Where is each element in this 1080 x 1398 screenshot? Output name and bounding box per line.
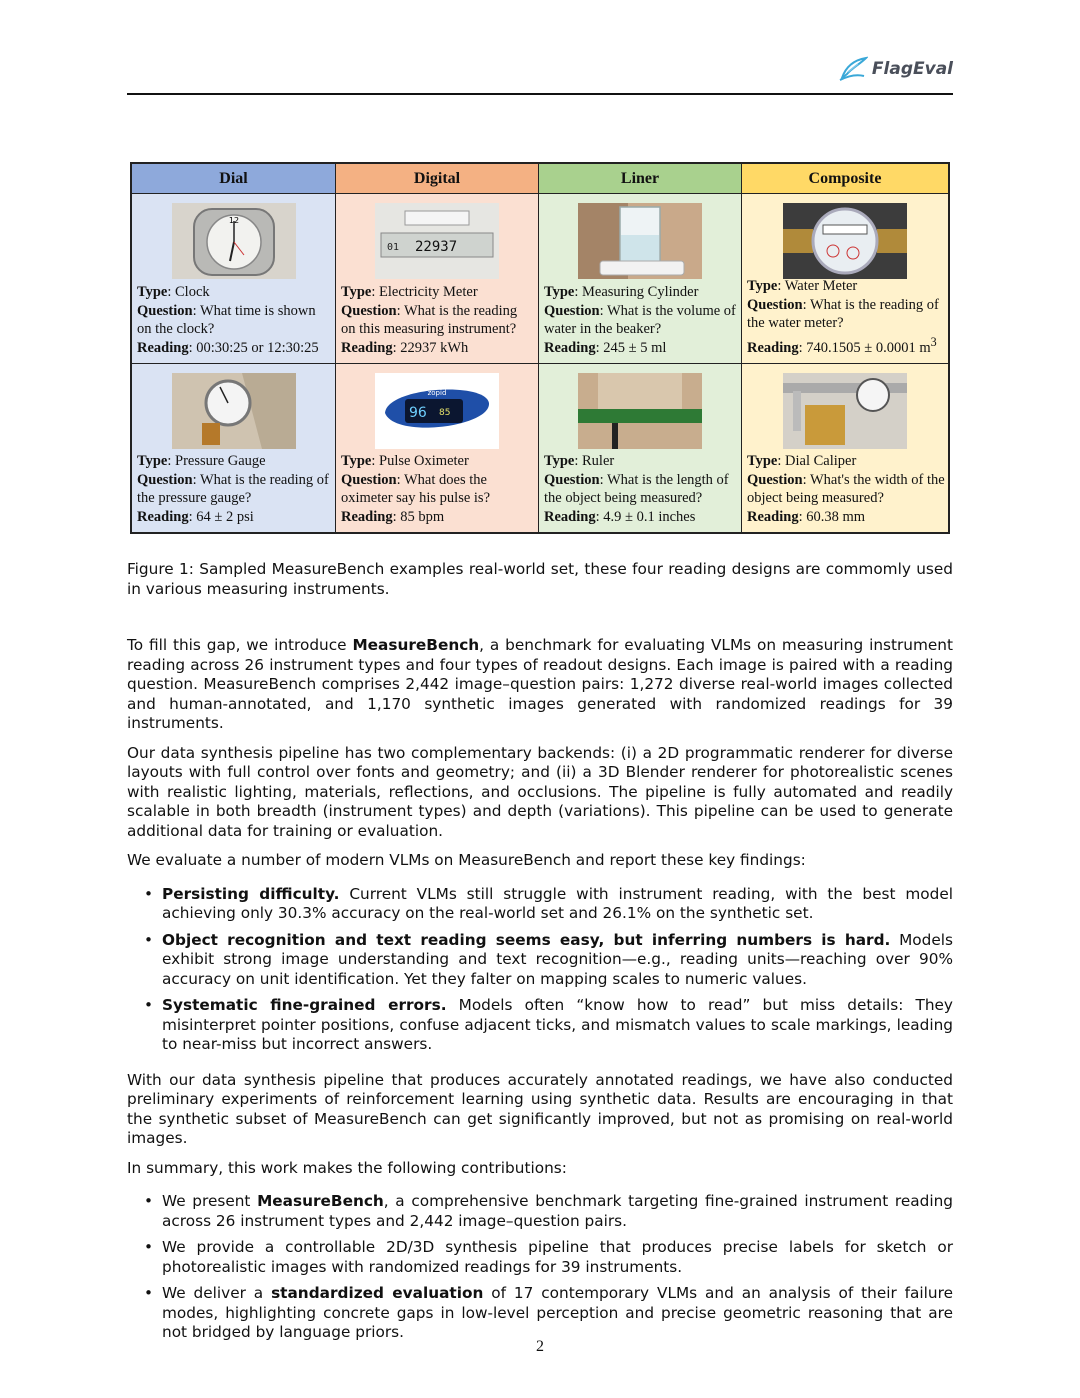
instrument-type: Measuring Cylinder (582, 284, 699, 300)
figure-table (130, 162, 950, 534)
cell-text: Type: Water Meter Question: What is the reading of the water meter? Reading: 740.1505 ± 0.0001 $m^3$ (747, 278, 939, 356)
figure-cell (336, 364, 539, 532)
question-text: What time is shown on the clock? (137, 302, 316, 337)
paragraph-summary: In summary, this work makes the following contributions: (127, 1158, 567, 1177)
body-text (127, 636, 953, 1359)
column-header-liner: Liner (539, 164, 742, 194)
logo-text: FlagEval (871, 59, 953, 79)
figure-cell (336, 194, 539, 364)
paragraph-rl: With our data synthesis pipeline that produces accurately annotated readings, we have also conducted preliminary experiments of reinforcement learning using synthetic data. Results are encouraging in that the synthetic subset of MeasureBench can get significantly improved, but not as promising on real-world images. (127, 1070, 953, 1147)
reading-value: 85 bpm (400, 508, 445, 525)
question-text: What is the reading of the pressure gauge? (137, 471, 329, 506)
measuring-cylinder-photo (578, 203, 702, 279)
pressure-gauge-photo (172, 373, 296, 449)
cell-text: Type: Clock Question: What time is shown on the clock? Reading: 00:30:25 or 12:30:25 (137, 284, 319, 356)
column-header-digital: Digital (336, 164, 539, 194)
question-text: What is the volume of water in the beaker? (544, 302, 736, 337)
list-item: • We provide a controllable 2D/3D synthesis pipeline that produces precise labels for sketch or photorealistic images with randomized readings for 39 instruments. (127, 1238, 953, 1277)
ruler-photo (578, 373, 702, 449)
reading-value: 4.9 ± 0.1 inches (603, 508, 696, 525)
findings-list (127, 885, 953, 1055)
cell-text: Type: Pulse Oximeter Question: What does the oximeter say his pulse is? Reading: 85 bpm (341, 453, 491, 525)
page-header (127, 52, 953, 95)
list-item: • Systematic fine-grained errors. Models often “know how to read” but miss details: They misinterpret pointer positions, confuse adjacent ticks, and mismatch values to scale markings, leading to near-miss but incorrect answers. (127, 996, 953, 1055)
figure-cell (539, 364, 742, 532)
paragraph-pipeline: Our data synthesis pipeline has two complementary backends: (i) a 2D programmatic renderer for diverse layouts with full control over fonts and geometry; and (ii) a 3D Blender renderer for photorealistic scenes with realistic lighting, materials, reflections, and occlusions. The pipeline is fully automated and readily scalable in both breadth (instrument types) and depth (variations). This pipeline can be used to generate additional data for training or evaluation. (127, 743, 953, 840)
cell-text: Type: Pressure Gauge Question: What is the reading of the pressure gauge? Reading: 64 ± 2 psi (137, 453, 329, 525)
flageval-logo-icon (838, 56, 868, 82)
figure-cell (742, 194, 948, 364)
column-header-composite: Composite (742, 164, 948, 194)
question-text: What's the width of the object being measured? (747, 471, 945, 506)
figure-cell (132, 364, 336, 532)
instrument-type: Pulse Oximeter (379, 453, 469, 469)
list-item: • Persisting difficulty. Current VLMs still struggle with instrument reading, with the best model achieving only 30.3% accuracy on the real-world set and 26.1% on the synthetic set. (127, 885, 953, 924)
cell-text: Type: Electricity Meter Question: What is the reading on this measuring instrument? Reading: 22937 kWh (341, 284, 518, 356)
reading-value: 245 ± 5 ml (603, 339, 667, 356)
instrument-type: Pressure Gauge (175, 453, 266, 469)
list-item: • We deliver a standardized evaluation of 17 contemporary VLMs and an analysis of their failure modes, highlighting concrete gaps in low-level perception and precise geometric reasoning that are not bridged by language priors. (127, 1284, 953, 1343)
question-text: What does the oximeter say his pulse is? (341, 471, 491, 506)
clock-photo (172, 203, 296, 279)
reading-value: 64 ± 2 psi (196, 508, 254, 525)
svg-text:96: 96 (409, 405, 427, 421)
paragraph-intro: To fill this gap, we introduce MeasureBench, a benchmark for evaluating VLMs on measuring instrument reading across 26 instrument types and four types of readout designs. Each image is paired with a reading question. MeasureBench comprises 2,442 image–question pairs: 1,272 diverse real-world images collected and human-annotated, and 1,170 synthetic images generated with randomized readings for 39 instruments. (127, 636, 953, 732)
dial-caliper-photo (783, 373, 907, 449)
question-text: What is the reading on this measuring instrument? (341, 302, 518, 337)
page-number: 2 (536, 1338, 544, 1355)
reading-value: 22937 kWh (400, 339, 469, 356)
column-header-dial: Dial (132, 164, 336, 194)
svg-text:01: 01 (387, 242, 400, 253)
svg-text:22937: 22937 (415, 239, 458, 255)
figure-cell (132, 194, 336, 364)
contributions-list (127, 1192, 953, 1343)
water-meter-photo (783, 203, 907, 279)
figure-cell (539, 194, 742, 364)
svg-text:zopid: zopid (427, 389, 447, 397)
cell-text: Type: Measuring Cylinder Question: What is the volume of water in the beaker? Reading: 245 ± 5 ml (544, 284, 736, 356)
instrument-type: Electricity Meter (379, 284, 478, 300)
reading-value: 60.38 mm (806, 508, 866, 525)
question-text: What is the length of the object being measured? (544, 471, 729, 506)
list-item: • We present MeasureBench, a comprehensive benchmark targeting fine-grained instrument reading across 26 instrument types and 2,442 image–question pairs. (127, 1192, 953, 1231)
question-text: What is the reading of the water meter? (747, 296, 939, 332)
svg-text:12: 12 (228, 216, 239, 225)
instrument-type: Clock (175, 284, 210, 300)
paragraph-findings-intro: We evaluate a number of modern VLMs on MeasureBench and report these key findings: (127, 851, 806, 869)
reading-value: 740.1505 ± 0.0001 m (806, 339, 931, 356)
figure-caption: Figure 1: Sampled MeasureBench examples real-world set, these four reading designs are commomly used in various measuring instruments. (127, 560, 953, 598)
instrument-type: Ruler (582, 453, 615, 469)
list-item: • Object recognition and text reading seems easy, but inferring numbers is hard. Models exhibit strong image understanding and text recognition—e.g., reading units—reaching over 90% accuracy on unit identification. Yet they falter on mapping scales to numeric values. (127, 931, 953, 990)
svg-text:85: 85 (439, 408, 451, 418)
flageval-logo (838, 56, 953, 82)
instrument-type: Water Meter (784, 278, 858, 295)
electricity-meter-photo (375, 203, 499, 279)
pulse-oximeter-photo (375, 373, 499, 449)
figure-cell (742, 364, 948, 532)
cell-text: Type: Ruler Question: What is the length of the object being measured? Reading: 4.9 ± 0.1 inches (544, 453, 729, 525)
reading-value: 00:30:25 or 12:30:25 (196, 339, 319, 356)
cell-text: Type: Dial Caliper Question: What's the width of the object being measured? Reading: 60.38 mm (747, 453, 945, 525)
instrument-type: Dial Caliper (785, 453, 857, 469)
